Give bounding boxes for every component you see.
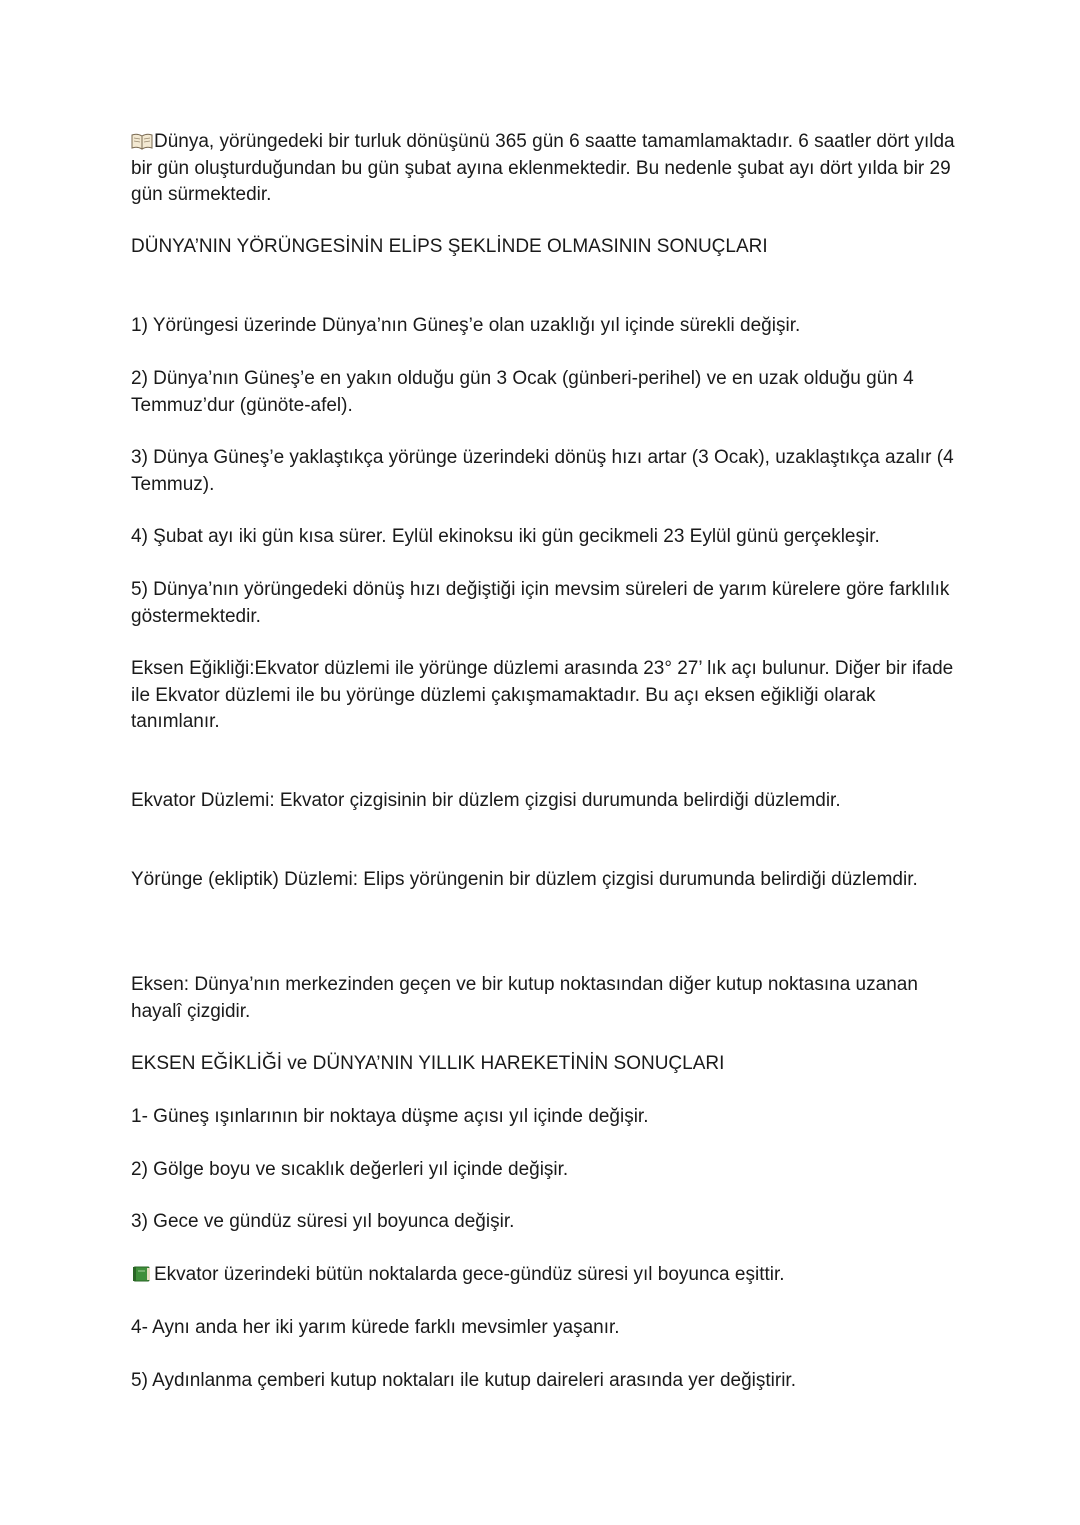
list2-item-5: 5) Aydınlanma çemberi kutup noktaları ile kutup daireleri arasında yer değiştirir. bbox=[131, 1370, 796, 1391]
list1-item-2: 2) Dünya’nın Güneş’e en yakın olduğu gün 3 Ocak (günberi-perihel) ve en uzak olduğu gün 4 Temmuz’dur (günöte-afel). bbox=[131, 368, 914, 416]
eksen-egikligi-paragraph: Eksen Eğikliği:Ekvator düzlemi ile yörünge düzlemi arasında 23° 27’ lık açı bulunur. Diğer bir ifade ile Ekvator düzlemi ile bu yörünge düzlemi çakışmamaktadır. Bu açı eksen eğikliği olarak tanımlanır. bbox=[131, 658, 954, 732]
list1-item-4: 4) Şubat ayı iki gün kısa sürer. Eylül ekinoksu iki gün gecikmeli 23 Eylül günü gerçekleşir. bbox=[131, 526, 880, 547]
ekvator-duzlemi-paragraph: Ekvator Düzlemi: Ekvator çizgisinin bir düzlem çizgisi durumunda belirdiği düzlemdir. bbox=[131, 790, 841, 811]
intro-paragraph bbox=[131, 129, 961, 209]
ekvator-note-text: Ekvator üzerindeki bütün noktalarda gece-gündüz süresi yıl boyunca eşittir. bbox=[154, 1264, 785, 1285]
heading-eksen-egikligi-sonuclari: EKSEN EĞİKLİĞİ ve DÜNYA’NIN YILLIK HAREKETİNİN SONUÇLARI bbox=[131, 1053, 725, 1074]
open-book-icon bbox=[131, 132, 153, 150]
list2-item-3: 3) Gece ve gündüz süresi yıl boyunca değişir. bbox=[131, 1211, 515, 1232]
green-book-icon bbox=[131, 1265, 153, 1283]
heading-elips-sonuclari: DÜNYA’NIN YÖRÜNGESİNİN ELİPS ŞEKLİNDE OLMASININ SONUÇLARI bbox=[131, 236, 768, 257]
list1-item-1: 1) Yörüngesi üzerinde Dünya’nın Güneş’e olan uzaklığı yıl içinde sürekli değişir. bbox=[131, 315, 801, 336]
intro-text: Dünya, yörüngedeki bir turluk dönüşünü 365 gün 6 saatte tamamlamaktadır. 6 saatler dört yılda bir gün oluşturduğundan bu gün şubat ayına eklenmektedir. Bu nedenle şubat ayı dört yılda bir 29 gün sürmektedir. bbox=[131, 131, 955, 205]
list1-item-3: 3) Dünya Güneş’e yaklaştıkça yörünge üzerindeki dönüş hızı artar (3 Ocak), uzaklaştıkça azalır (4 Temmuz). bbox=[131, 447, 954, 495]
ekvator-note bbox=[131, 1262, 961, 1289]
yorunge-duzlemi-paragraph: Yörünge (ekliptik) Düzlemi: Elips yörüngenin bir düzlem çizgisi durumunda belirdiği düzlemdir. bbox=[131, 869, 918, 890]
list1-item-5: 5) Dünya’nın yörüngedeki dönüş hızı değiştiği için mevsim süreleri de yarım kürelere göre farklılık göstermektedir. bbox=[131, 579, 950, 627]
list2-item-4: 4- Aynı anda her iki yarım kürede farklı mevsimler yaşanır. bbox=[131, 1317, 620, 1338]
list2-item-2: 2) Gölge boyu ve sıcaklık değerleri yıl içinde değişir. bbox=[131, 1159, 569, 1180]
eksen-paragraph: Eksen: Dünya’nın merkezinden geçen ve bir kutup noktasından diğer kutup noktasına uzanan hayalî çizgidir. bbox=[131, 974, 918, 1022]
list2-item-1: 1- Güneş ışınlarının bir noktaya düşme açısı yıl içinde değişir. bbox=[131, 1106, 649, 1127]
